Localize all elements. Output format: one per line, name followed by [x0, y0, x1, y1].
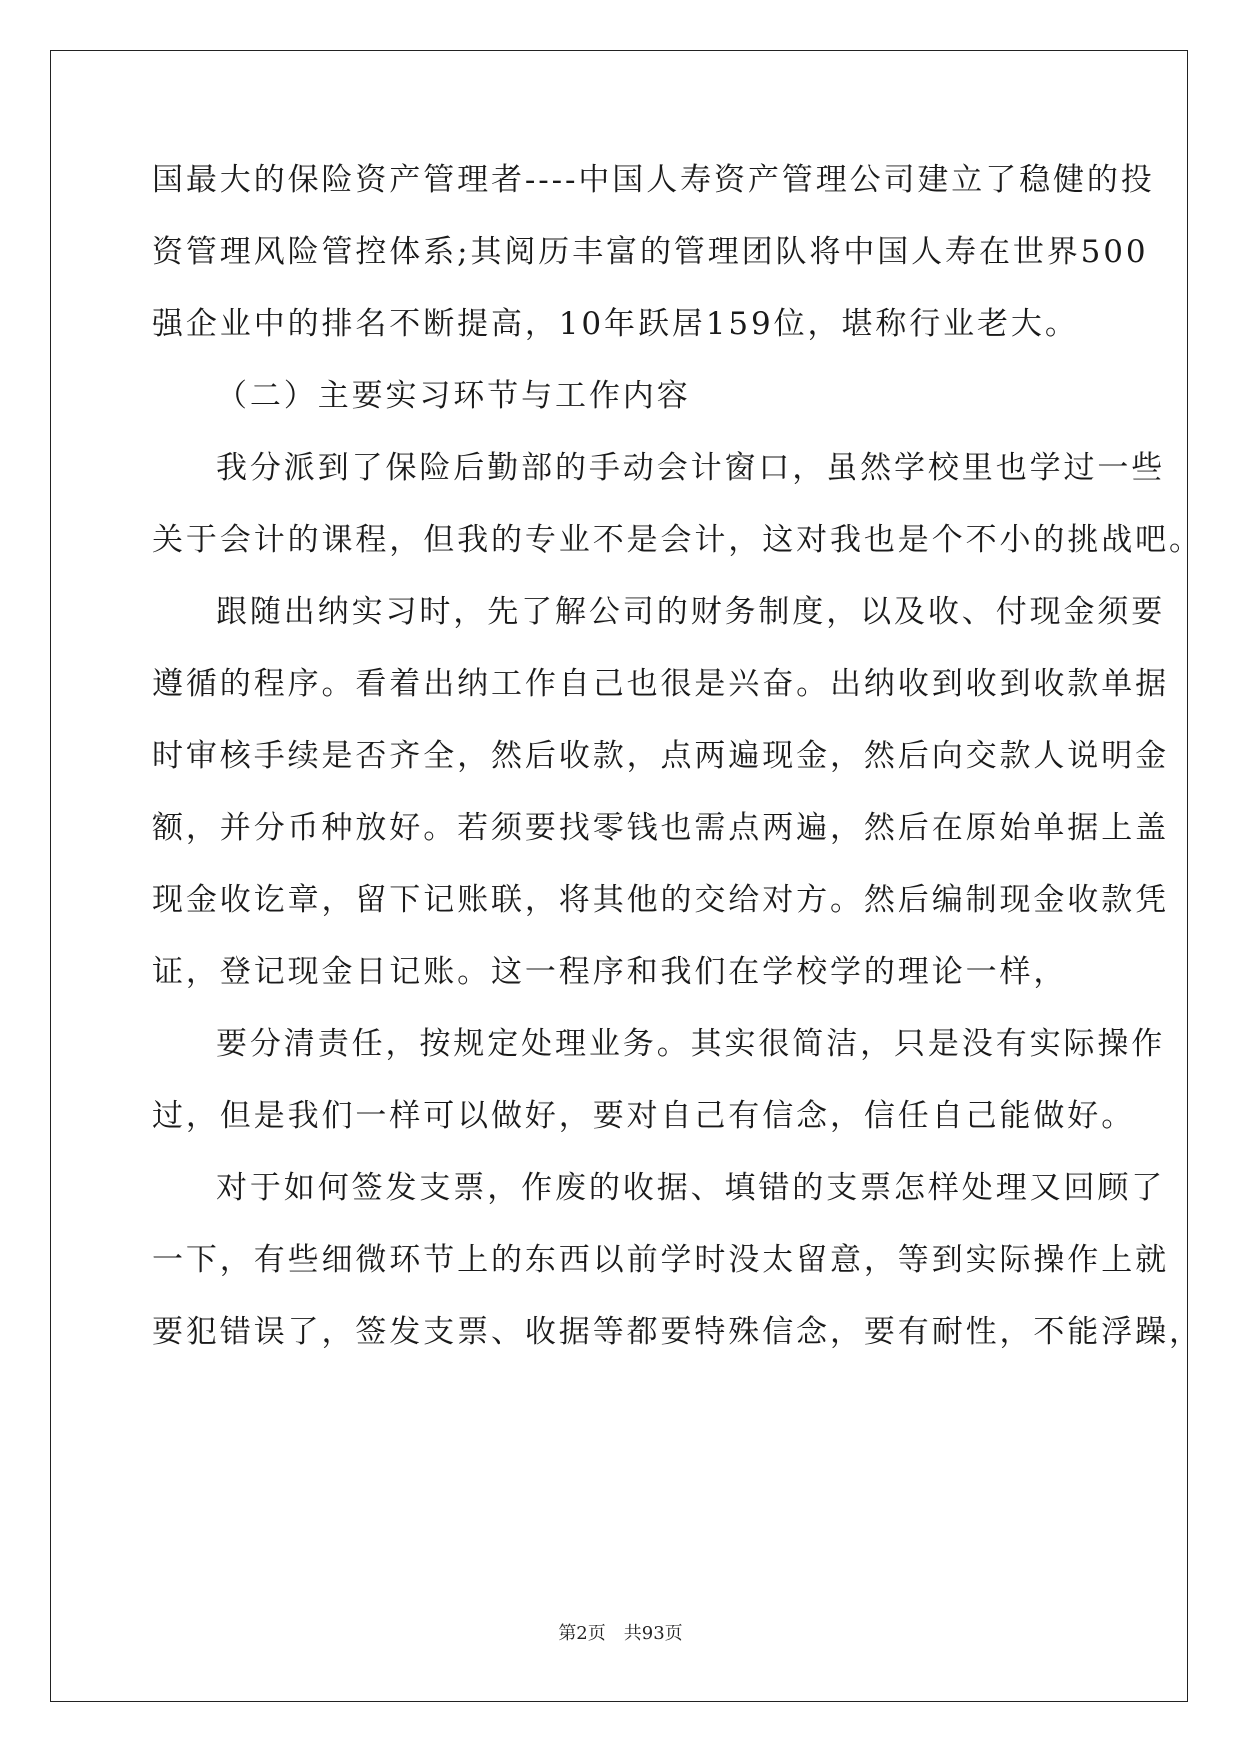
- page-footer: [0, 1622, 1241, 1646]
- text-line: 过，但是我们一样可以做好，要对自己有信念，信任自己能做好。: [152, 1098, 1136, 1134]
- text-line: 跟随出纳实习时，先了解公司的财务制度，以及收、付现金须要: [216, 594, 1166, 630]
- text-line: 遵循的程序。看着出纳工作自己也很是兴奋。出纳收到收到收款单据: [152, 666, 1169, 702]
- text-line: 资管理风险管控体系;其阅历丰富的管理团队将中国人寿在世界500: [152, 234, 1149, 270]
- text-line: 额，并分币种放好。若须要找零钱也需点两遍，然后在原始单据上盖: [152, 810, 1169, 846]
- section-heading: （二）主要实习环节与工作内容: [216, 378, 691, 414]
- text-line: 国最大的保险资产管理者----中国人寿资产管理公司建立了稳健的投: [152, 162, 1155, 198]
- text-line: 对于如何签发支票，作废的收据、填错的支票怎样处理又回顾了: [216, 1170, 1166, 1206]
- text-line: 一下，有些细微环节上的东西以前学时没太留意，等到实际操作上就: [152, 1242, 1169, 1278]
- page-number: 第2页: [558, 1623, 606, 1644]
- text-line: 要分清责任，按规定处理业务。其实很简洁，只是没有实际操作: [216, 1026, 1166, 1062]
- text-line: 现金收讫章，留下记账联，将其他的交给对方。然后编制现金收款凭: [152, 882, 1169, 918]
- text-line: 强企业中的排名不断提高，10年跃居159位，堪称行业老大。: [152, 306, 1079, 342]
- text-line: 时审核手续是否齐全，然后收款，点两遍现金，然后向交款人说明金: [152, 738, 1169, 774]
- text-line: 要犯错误了，签发支票、收据等都要特殊信念，要有耐性，不能浮躁，: [152, 1314, 1203, 1350]
- text-line: 关于会计的课程，但我的专业不是会计，这对我也是个不小的挑战吧。: [152, 522, 1203, 558]
- page-total: 共93页: [623, 1623, 683, 1644]
- text-line: 证，登记现金日记账。这一程序和我们在学校学的理论一样，: [152, 954, 1068, 990]
- text-line: 我分派到了保险后勤部的手动会计窗口，虽然学校里也学过一些: [216, 450, 1166, 486]
- page-border: [50, 50, 1203, 1702]
